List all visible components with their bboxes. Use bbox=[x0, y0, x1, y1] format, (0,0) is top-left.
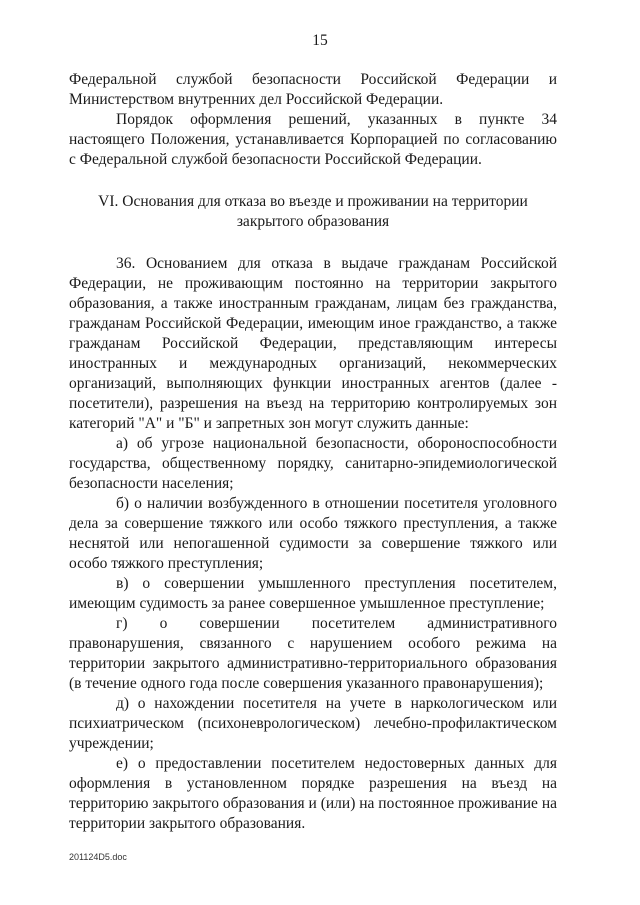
paragraph-item-b: б) о наличии возбужденного в отношении посетителя уголовного дела за совершение тяжкого или особо тяжкого преступления, а также неснятой или непогашенной судимости за совершение тяжкого или особо тяжкого преступления; bbox=[69, 495, 557, 572]
section-heading: VI. Основания для отказа во въезде и проживании на территории закрытого образования bbox=[98, 193, 528, 230]
page-number: 15 bbox=[312, 32, 328, 49]
paragraph-item-e: е) о предоставлении посетителем недостоверных данных для оформления в установленном порядке разрешения на въезд на территорию закрытого образования и (или) на постоянное проживание на территории закрытого образования. bbox=[69, 755, 557, 832]
paragraph-continuation: Федеральной службой безопасности Российской Федерации и Министерством внутренних дел Российской Федерации. bbox=[69, 71, 557, 108]
footer-filename: 201124D5.doc bbox=[69, 852, 127, 862]
paragraph-item-d: д) о нахождении посетителя на учете в наркологическом или психиатрическом (психоневрологическом) лечебно-профилактическом учреждении; bbox=[69, 695, 557, 752]
document-body bbox=[69, 70, 557, 834]
paragraph-decision-procedure: Порядок оформления решений, указанных в пункте 34 настоящего Положения, устанавливается Корпорацией по согласованию с Федеральной службой безопасности Российской Федерации. bbox=[69, 111, 557, 168]
paragraph-36: 36. Основанием для отказа в выдаче гражданам Российской Федерации, не проживающим постоянно на территории закрытого образования, а также иностранным гражданам, лицам без гражданства, гражданам Российской Федерации, имеющим иное гражданство, а также гражданам Российской Федерации, представляющим интересы иностранных и международных организаций, некоммерческих организаций, выполняющих функции иностранных агентов (далее - посетители), разрешения на въезд на территорию контролируемых зон категорий "А" и "Б" и запретных зон могут служить данные: bbox=[69, 255, 557, 432]
paragraph-item-g: г) о совершении посетителем административного правонарушения, связанного с нарушением особого режима на территории закрытого административно-территориального образования (в течение одного года после совершения указанного правонарушения); bbox=[69, 615, 557, 692]
paragraph-item-a: а) об угрозе национальной безопасности, обороноспособности государства, общественному порядку, санитарно-эпидемиологической безопасности населения; bbox=[69, 435, 557, 492]
paragraph-item-v: в) о совершении умышленного преступления посетителем, имеющим судимость за ранее совершенное умышленное преступление; bbox=[69, 575, 557, 612]
